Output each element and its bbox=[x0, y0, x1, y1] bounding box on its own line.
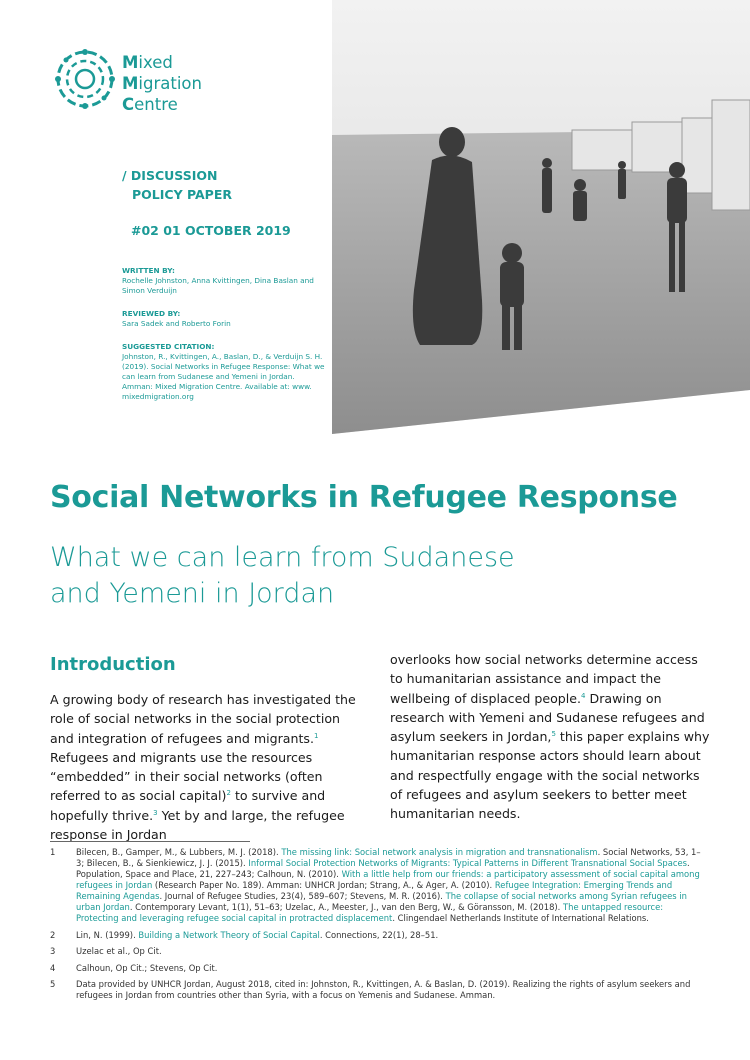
footnote-1 bbox=[50, 847, 705, 924]
footnote-text: (Research Paper No. 189). Amman: UNHCR Jordan; Strang, A., & Ager, A. (2010). bbox=[152, 880, 495, 890]
subtitle-line-2: and Yemeni in Jordan bbox=[50, 578, 335, 609]
footnote-4 bbox=[50, 963, 705, 974]
subtitle-line-1: What we can learn from Sudanese bbox=[50, 542, 515, 573]
footnote-link[interactable]: Informal Social Protection Networks of Migrants: Typical Patterns in Different Transnational Social Spaces bbox=[248, 858, 687, 868]
footnote-link[interactable]: Building a Network Theory of Social Capital bbox=[138, 929, 320, 940]
intro-column-2 bbox=[390, 650, 710, 824]
footnote-ref-5[interactable]: 5 bbox=[551, 730, 556, 738]
written-by-block bbox=[122, 266, 327, 296]
introduction-heading: Introduction bbox=[50, 654, 176, 675]
reviewed-by-value: Sara Sadek and Roberto Forin bbox=[122, 319, 231, 328]
intro-text: A growing body of research has investigated the role of social networks in the social protection and integration of refugees and migrants. bbox=[50, 692, 356, 746]
written-by-label: WRITTEN BY: bbox=[122, 266, 175, 275]
footnote-text: Calhoun, Op Cit.; Stevens, Op Cit. bbox=[76, 962, 218, 973]
intro-text: Yet by and large, the refugee response in Jordan bbox=[50, 807, 345, 843]
page-title: Social Networks in Refugee Response bbox=[50, 480, 678, 515]
footnote-ref-4[interactable]: 4 bbox=[581, 691, 586, 700]
footnote-divider bbox=[50, 841, 250, 842]
footnotes bbox=[50, 847, 705, 1007]
footnote-text: . Social Networks, 53, 1–3; Bilecen, B., & Sienkiewicz, J. J. (2015). bbox=[76, 847, 701, 868]
intro-text: to survive and hopefully thrive. bbox=[50, 788, 326, 823]
footnote-text: . Contemporary Levant, 1(1), 51–63; Uzelac, A., Meester, J., van den Berg, W., & Göransson, M. (2018). bbox=[129, 902, 564, 912]
intro-text: this paper explains why humanitarian response actors should learn about and respectfully engage with the social networks of refugees and asylum seekers to better meet humanitarian needs. bbox=[390, 729, 710, 822]
footnote-ref-1[interactable]: 1 bbox=[313, 731, 319, 740]
footnote-text: Uzelac et al., Op Cit. bbox=[76, 946, 162, 956]
document-number-date: #02 01 OCTOBER 2019 bbox=[131, 223, 291, 238]
mmc-logo bbox=[52, 46, 252, 126]
cover-photo bbox=[332, 0, 750, 434]
reviewed-by-label: REVIEWED BY: bbox=[122, 309, 181, 318]
footnote-text: Data provided by UNHCR Jordan, August 2018, cited in: Johnston, R., Kvittingen, A. & Baslan, D. (2019). Realizing the rights of asylum seekers and refugees in Jordan from countries other than Syria, with a focus on Yemenis and Sudanese. Amman. bbox=[76, 979, 691, 1000]
intro-text: overlooks how social networks determine access to humanitarian assistance and impact the wellbeing of displaced people. bbox=[390, 652, 698, 706]
footnote-link[interactable]: The untapped resource: Protecting and leveraging refugee social capital in protracted displacement bbox=[76, 902, 664, 923]
footnote-text: . Clingendael Netherlands Institute of International Relations. bbox=[392, 913, 649, 923]
footnote-number: 3 bbox=[50, 946, 56, 956]
citation-label: SUGGESTED CITATION: bbox=[122, 342, 215, 351]
intro-text: Drawing on research with Yemeni and Sudanese refugees and asylum seekers in Jordan, bbox=[390, 690, 705, 745]
footnote-number: 2 bbox=[50, 929, 56, 940]
citation-block bbox=[122, 342, 327, 402]
footnote-number: 4 bbox=[50, 962, 56, 973]
footnote-link[interactable]: Refugee Integration: Emerging Trends and Remaining Agendas bbox=[76, 880, 673, 901]
document-type bbox=[122, 166, 232, 204]
footnote-text: . Connections, 22(1), 28–51. bbox=[319, 929, 439, 940]
footnote-text: Bilecen, B., Gamper, M., & Lubbers, M. J. (2018). bbox=[76, 847, 282, 857]
citation-value: Johnston, R., Kvittingen, A., Baslan, D., & Verduijn S. H. (2019). Social Networks in Refugee Response: What we can learn from Sudanese and Yemeni in Jordan. Amman: Mixed Migration Centre. Available at: www. mixedmigration.org bbox=[122, 352, 325, 401]
footnote-ref-2[interactable]: 2 bbox=[226, 789, 231, 798]
footnote-text: . Population, Space and Place, 21, 227–243; Calhoun, N. (2010). bbox=[76, 858, 690, 879]
footnote-link[interactable]: With a little help from our friends: a participatory assessment of social capital among refugees in Jordan bbox=[76, 869, 700, 890]
intro-text: Refugees and migrants use the resources “embedded” in their social networks (often referred to as social capital) bbox=[50, 749, 323, 804]
footnote-text: Lin, N. (1999). bbox=[76, 929, 139, 940]
footnote-3 bbox=[50, 946, 705, 957]
intro-column-1 bbox=[50, 690, 362, 844]
footnote-5 bbox=[50, 979, 705, 1001]
mmc-logo-mark-icon bbox=[52, 46, 118, 112]
logo-wordmark: Mixed Migration Centre bbox=[122, 53, 202, 114]
footnote-link[interactable]: The missing link: Social network analysis in migration and transnationalism bbox=[281, 847, 598, 857]
footnote-text: . Journal of Refugee Studies, 23(4), 589–607; Stevens, M. R. (2016). bbox=[159, 891, 446, 901]
footnote-link[interactable]: The collapse of social networks among Syrian refugees in urban Jordan bbox=[76, 891, 687, 912]
doc-type-line1: / DISCUSSION bbox=[122, 168, 218, 183]
page-subtitle bbox=[50, 540, 650, 612]
footnote-ref-3[interactable]: 3 bbox=[153, 808, 158, 817]
written-by-value: Rochelle Johnston, Anna Kvittingen, Dina Baslan and Simon Verduijn bbox=[122, 276, 314, 295]
footnote-number: 1 bbox=[50, 847, 56, 857]
reviewed-by-block bbox=[122, 309, 327, 329]
footnote-2 bbox=[50, 930, 705, 941]
doc-type-line2: POLICY PAPER bbox=[132, 187, 232, 202]
footnote-number: 5 bbox=[50, 979, 56, 989]
